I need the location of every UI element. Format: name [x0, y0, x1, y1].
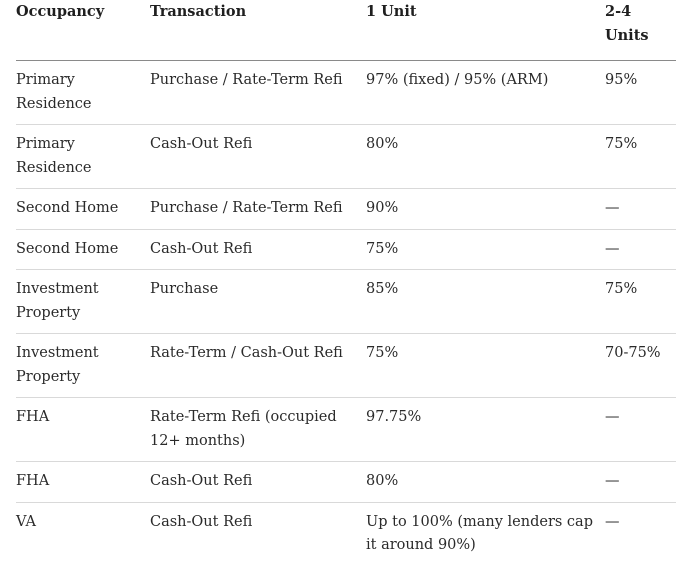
cell-two-four-units: 70-75% — [605, 334, 676, 398]
cell-occupancy: Primary Residence — [16, 125, 150, 189]
cell-transaction: Purchase / Rate-Term Refi — [150, 189, 366, 230]
cell-two-four-units: — — [605, 513, 620, 530]
cell-transaction: Rate-Term / Cash-Out Refi — [150, 334, 366, 398]
cell-one-unit: 90% — [366, 189, 605, 230]
table-header-row — [16, 0, 676, 61]
cell-occupancy: Investment Property — [16, 270, 150, 334]
table-row — [16, 502, 676, 566]
header-transaction: Transaction — [150, 0, 366, 61]
table-row — [16, 61, 676, 125]
cell-one-unit: 80% — [366, 462, 605, 503]
cell-two-four-units: — — [605, 398, 676, 462]
table-row — [16, 229, 676, 270]
cell-one-unit: 97.75% — [366, 398, 605, 462]
cell-occupancy: Investment Property — [16, 334, 150, 398]
ltv-limits-table — [16, 0, 676, 566]
cell-transaction: Cash-Out Refi — [150, 229, 366, 270]
cell-occupancy: Second Home — [16, 229, 150, 270]
cell-two-four-units: — — [605, 462, 676, 503]
cell-two-four-units: 95% — [605, 61, 676, 125]
cell-one-unit: Up to 100% (many lenders cap it around 90%) — [366, 513, 593, 553]
cell-two-four-units: 75% — [605, 125, 676, 189]
cell-transaction: Cash-Out Refi — [150, 125, 366, 189]
cell-one-unit: 85% — [366, 270, 605, 334]
cell-occupancy: Second Home — [16, 189, 150, 230]
cell-one-unit: 97% (fixed) / 95% (ARM) — [366, 61, 605, 125]
header-two-four-units: 2-4 Units — [605, 0, 676, 61]
cell-transaction: Cash-Out Refi — [150, 462, 366, 503]
table-row — [16, 125, 676, 189]
ltv-limits-table-container — [16, 0, 676, 566]
cell-occupancy: Primary Residence — [16, 61, 150, 125]
cell-transaction: Purchase — [150, 270, 366, 334]
cell-transaction: Cash-Out Refi — [150, 513, 253, 530]
cell-two-four-units: 75% — [605, 270, 676, 334]
cell-two-four-units: — — [605, 229, 676, 270]
cell-occupancy: FHA — [16, 398, 150, 462]
cell-occupancy: VA — [16, 513, 36, 530]
header-one-unit: 1 Unit — [366, 0, 605, 61]
cell-transaction: Purchase / Rate-Term Refi — [150, 61, 366, 125]
table-row — [16, 270, 676, 334]
table-row — [16, 334, 676, 398]
cell-occupancy: FHA — [16, 462, 150, 503]
cell-one-unit: 75% — [366, 229, 605, 270]
header-occupancy: Occupancy — [16, 0, 150, 61]
table-row — [16, 462, 676, 503]
table-row — [16, 398, 676, 462]
cell-two-four-units: — — [605, 189, 676, 230]
cell-one-unit: 80% — [366, 125, 605, 189]
table-row — [16, 189, 676, 230]
cell-transaction: Rate-Term Refi (occupied 12+ months) — [150, 398, 366, 462]
cell-one-unit: 75% — [366, 334, 605, 398]
